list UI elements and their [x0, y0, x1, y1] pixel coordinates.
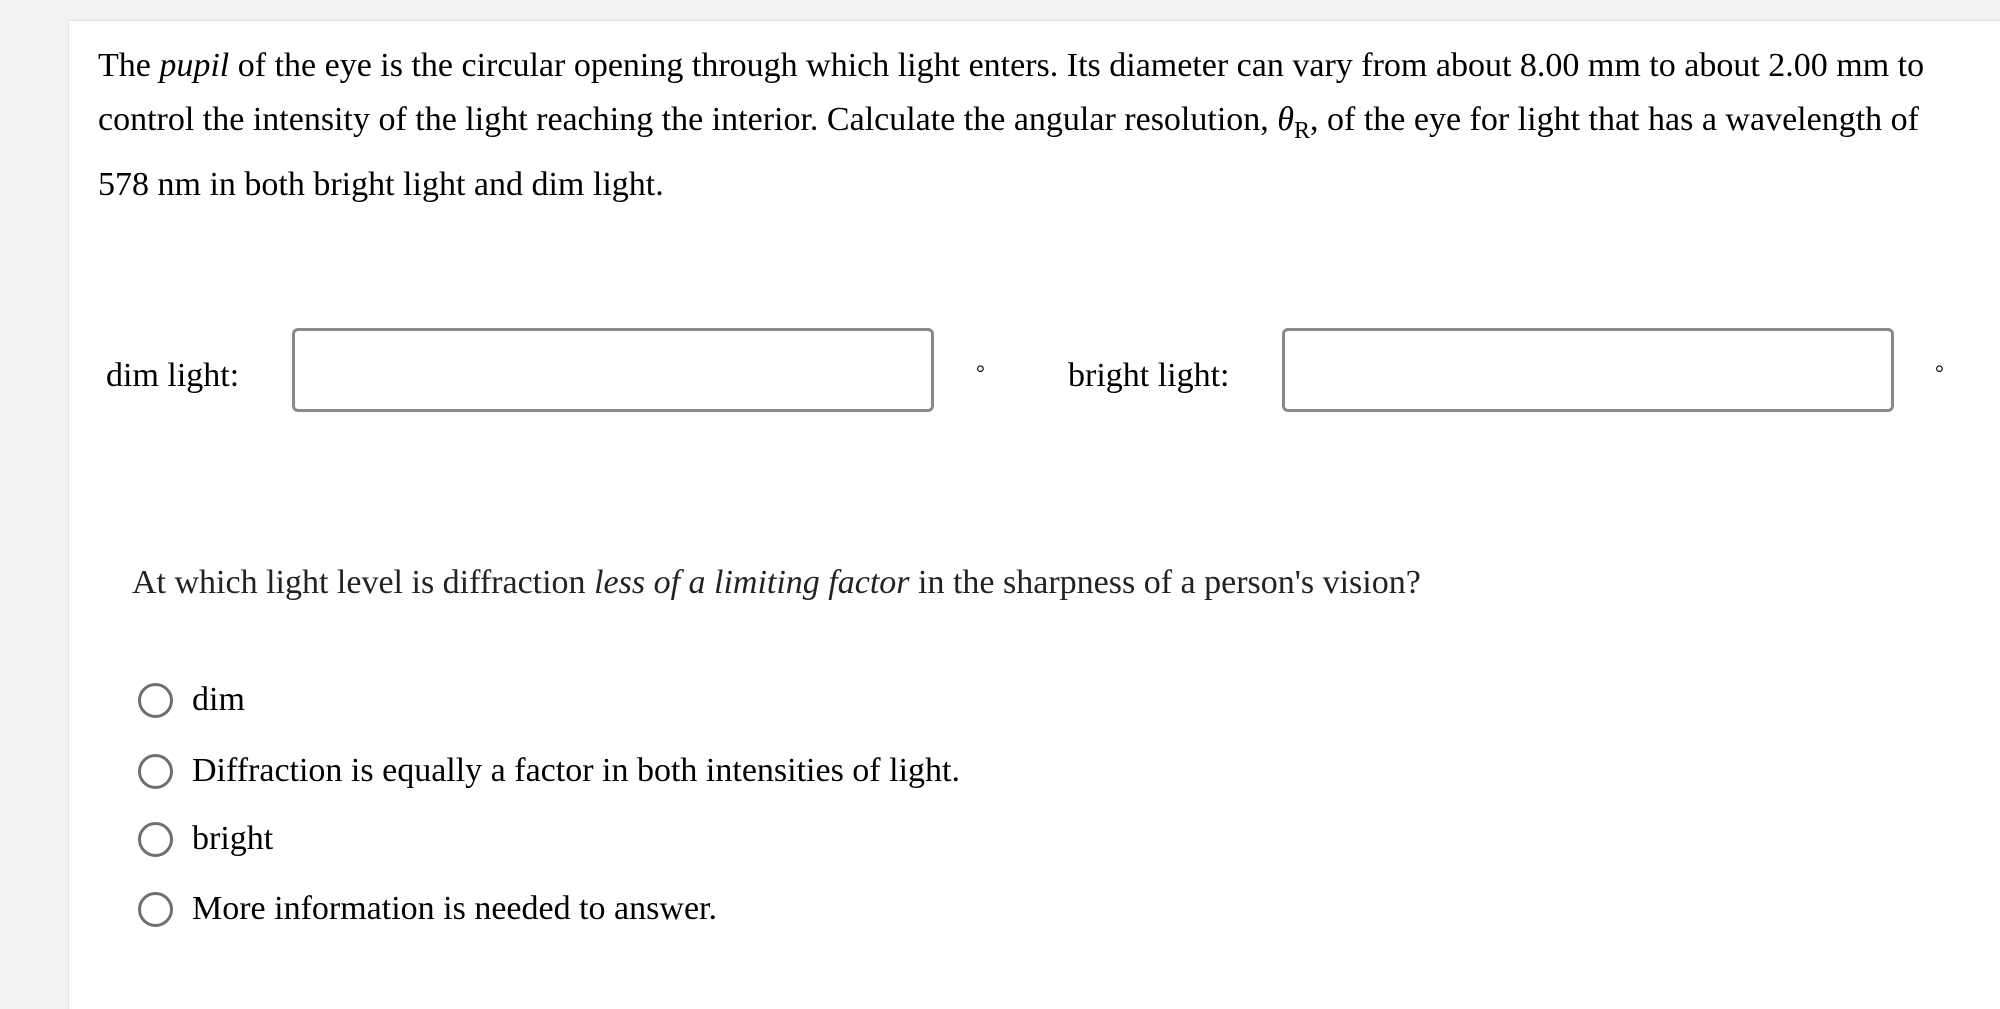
bright-light-input[interactable] [1282, 328, 1894, 412]
question-emphasis: less of a limiting factor [594, 564, 910, 601]
option-label: bright [192, 820, 274, 857]
theta-symbol: θ [1277, 101, 1294, 138]
problem-statement [98, 39, 1958, 212]
diffraction-question [132, 561, 1421, 605]
option-dim[interactable] [138, 677, 245, 723]
radio-button[interactable] [138, 683, 173, 718]
dim-degree-unit: ° [976, 360, 985, 385]
problem-text-part1: of the eye is the circular opening through which light enters. Its diameter can vary from about 8.00 mm to about 2.00 mm to control the intensity of the light reaching the interior. Calculate the angular resolution, [98, 47, 1925, 138]
dim-light-label: dim light: [106, 357, 240, 394]
bright-degree-unit: ° [1935, 360, 1944, 385]
option-label: Diffraction is equally a factor in both intensities of light. [192, 752, 960, 789]
option-equally[interactable] [138, 748, 960, 794]
radio-button[interactable] [138, 892, 173, 927]
question-text-after: in the sharpness of a person's vision? [918, 564, 1421, 601]
option-more-info[interactable] [138, 886, 717, 932]
option-label: More information is needed to answer. [192, 890, 717, 927]
pupil-term: pupil [159, 47, 230, 84]
option-bright[interactable] [138, 816, 273, 862]
radio-button[interactable] [138, 754, 173, 789]
bright-light-label: bright light: [1068, 357, 1230, 394]
problem-intro: The [98, 47, 151, 84]
dim-light-input[interactable] [292, 328, 934, 412]
question-text-before: At which light level is diffraction [132, 564, 586, 601]
problem-text-part2: , of the eye for light that has a wavelength of 578 nm in both bright light and dim light. [98, 101, 1919, 203]
radio-button[interactable] [138, 822, 173, 857]
option-label: dim [192, 681, 245, 718]
theta-subscript: R [1293, 118, 1310, 144]
